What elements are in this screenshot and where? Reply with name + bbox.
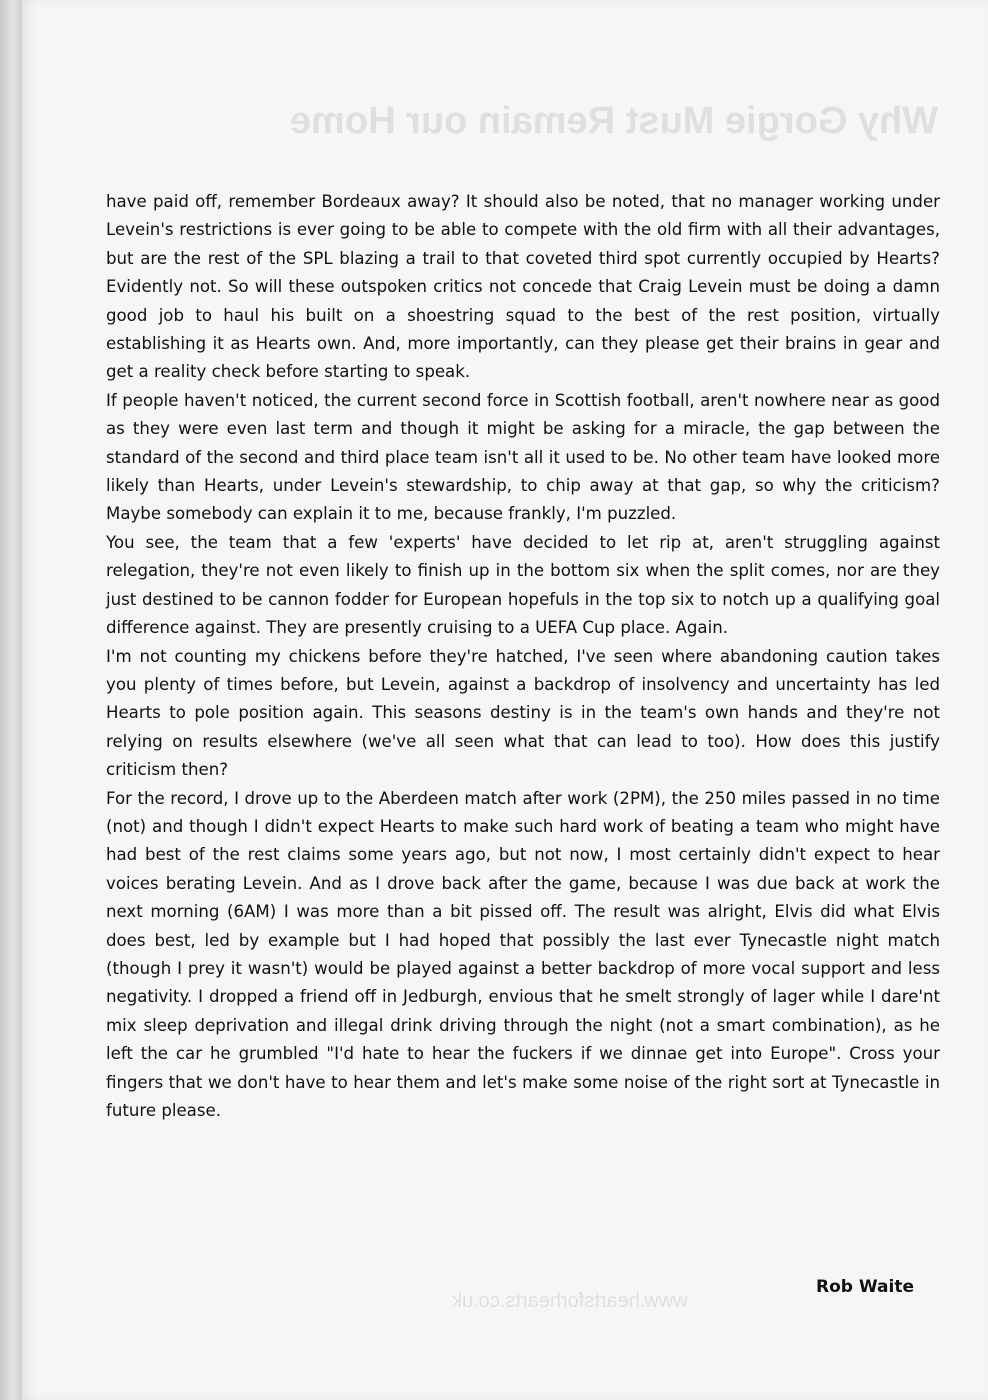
- bleed-through-url: www.heartsforhearts.co.uk: [452, 1290, 688, 1312]
- binding-spine: [0, 0, 22, 1400]
- article-paragraph-4: I'm not counting my chickens before they're hatched, I've seen where abandoning caution takes you plenty of times before, but Levein, against a backdrop of insolvency and uncertainty has led Hearts to pole position again. This seasons destiny is in the team's own hands and they're not relying on results elsewhere (we've all seen what that can lead to too). How does this justify criticism then?: [106, 646, 940, 780]
- article-paragraph-2: If people haven't noticed, the current second force in Scottish football, aren't nowhere near as good as they were even last term and though it might be asking for a miracle, the gap between the standard of the second and third place team isn't all it used to be. No other team have looked more likely than Hearts, under Levein's stewardship, to chip away at that gap, so why the criticism? Maybe somebody can explain it to me, because frankly, I'm puzzled.: [106, 390, 940, 524]
- article-paragraph-5: For the record, I drove up to the Aberdeen match after work (2PM), the 250 miles passed in no time (not) and though I didn't expect Hearts to make such hard work of beating a team who might have had best of the rest claims some years ago, but not now, I most certainly didn't expect to hear voices berating Levein. And as I drove back after the game, because I was due back at work the next morning (6AM) I was more than a bit pissed off. The result was alright, Elvis did what Elvis does best, led by example but I had hoped that possibly the last ever Tynecastle night match (though I prey it wasn't) would be played against a better backdrop of more vocal support and less negativity. I dropped a friend off in Jedburgh, envious that he smelt strongly of lager while I dare'nt mix sleep deprivation and illegal drink driving through the night (not a smart combination), as he left the car he grumbled "I'd hate to hear the fuckers if we dinnae get into Europe". Cross your fingers that we don't have to hear them and let's make some noise of the right sort at Tynecastle in future please.: [106, 788, 940, 1120]
- article-paragraph-1: have paid off, remember Bordeaux away? It should also be noted, that no manager working under Levein's restrictions is ever going to be able to compete with the old firm with all their advantages, but are the rest of the SPL blazing a trail to that coveted third spot currently occupied by Hearts? Evidently not. So will these outspoken critics not concede that Craig Levein must be doing a damn good job to haul his built on a shoestring squad to the best of the rest position, virtually establishing it as Hearts own. And, more importantly, can they please get their brains in gear and get a reality check before starting to speak.: [106, 192, 940, 382]
- article-paragraph-3: You see, the team that a few 'experts' have decided to let rip at, aren't struggling against relegation, they're not even likely to finish up in the bottom six when the split comes, nor are they just destined to be cannon fodder for European hopefuls in the top six to notch up a qualifying goal difference against. They are presently cruising to a UEFA Cup place. Again.: [106, 532, 940, 638]
- article-author: Rob Waite: [816, 1277, 914, 1297]
- bleed-through-title: Why Gorgie Must Remain our Home: [289, 100, 938, 142]
- magazine-page: [22, 0, 988, 1400]
- article-body: [106, 188, 940, 1125]
